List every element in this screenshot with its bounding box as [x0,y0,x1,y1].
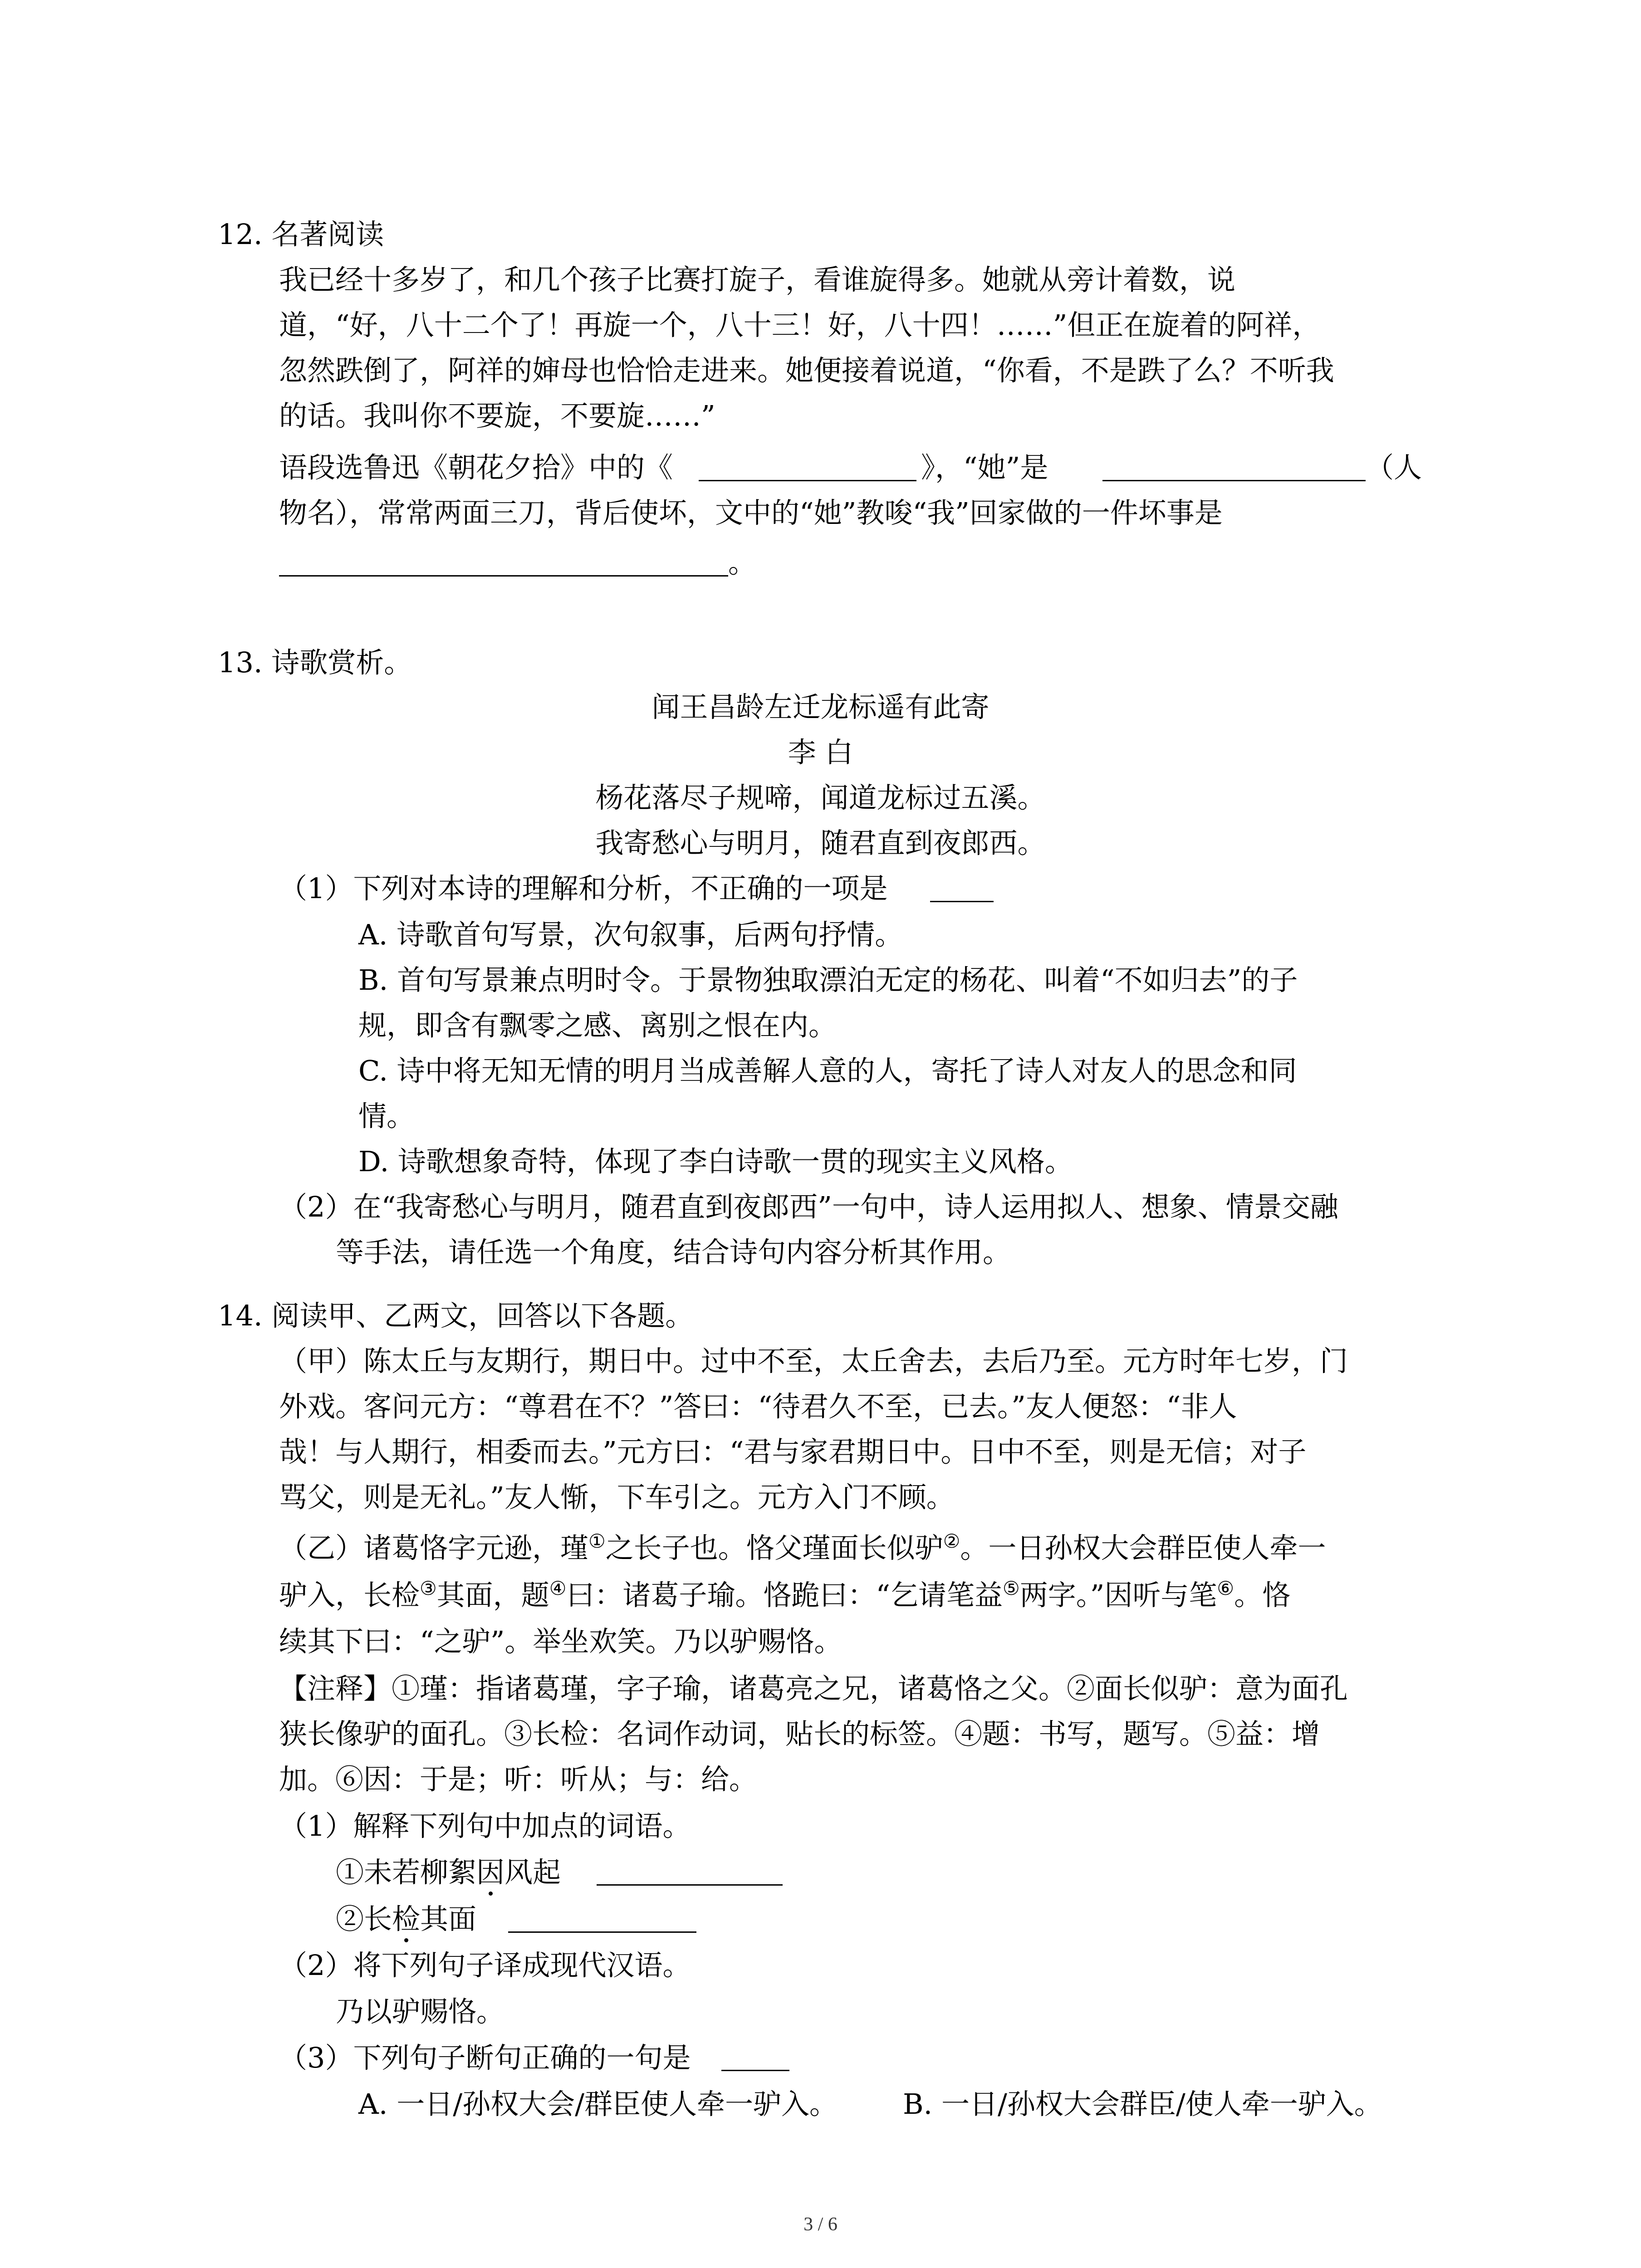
q14-sub2-text: 乃以驴赐恪。 [336,1995,505,2028]
q14-item-1-blank[interactable] [597,1884,783,1886]
q14-jia-line-4: 骂父，则是无礼。”友人惭，下车引之。元方入门不顾。 [279,1481,955,1514]
q13-sub1: （1）下列对本诗的理解和分析，不正确的一项是 [279,872,888,905]
q12-passage-line-3: 忽然跌倒了，阿祥的婶母也恰恰走进来。她便接着说道，“你看，不是跌了么？不听我 [279,354,1334,387]
page-number: 3 / 6 [803,2214,838,2235]
q14-jia-line-3: 哉！与人期行，相委而去。”元方曰：“君与家君期日中。日中不至，则是无信；对子 [279,1435,1307,1468]
q14-item-1: ①未若柳絮因风起 [336,1856,561,1889]
note-marker-6: ⑥ [1217,1577,1234,1599]
poem-title: 闻王昌龄左迁龙标遥有此寄 [652,690,989,723]
q12-blank-person[interactable] [1102,480,1366,481]
q12-passage-line-2: 道，“好，八十二个了！再旋一个，八十三！好，八十四！……”但正在旋着的阿祥， [279,308,1321,342]
note-marker-1: ① [588,1530,606,1552]
q14-sub3: （3）下列句子断句正确的一句是 [279,2041,691,2074]
note-marker-4: ④ [549,1577,567,1599]
q12-blank-deed[interactable] [279,575,728,577]
q13-option-a: A. 诗歌首句写景，次句叙事，后两句抒情。 [358,918,903,951]
q13-option-b-line-2: 规，即含有飘零之感、离别之恨在内。 [358,1009,837,1042]
note-marker-5: ⑤ [1003,1577,1020,1599]
q13-sub2-line-1: （2）在“我寄愁心与明月，随君直到夜郎西”一句中，诗人运用拟人、想象、情景交融 [279,1190,1338,1223]
q12-blank-chapter[interactable] [699,480,916,481]
q13-option-d: D. 诗歌想象奇特，体现了李白诗歌一贯的现实主义风格。 [358,1145,1073,1178]
q14-option-b: B. 一日/孙权大会群臣/使人牵一驴入。 [903,2087,1382,2121]
q14-sub3-blank[interactable] [721,2070,789,2071]
q14-sub1: （1）解释下列句中加点的词语。 [279,1809,691,1843]
q14-item-2-blank[interactable] [508,1931,696,1933]
q13-sub2-line-2: 等手法，请任选一个角度，结合诗句内容分析其作用。 [336,1236,1011,1269]
q14-yi-line-1: （乙）诸葛恪字元逊，瑾①之长子也。恪父瑾面长似驴②。一日孙权大会群臣使人牵一 [279,1530,1326,1564]
q14-option-a: A. 一日/孙权大会/群臣使人牵一驴入。 [358,2087,838,2121]
poem-line-1: 杨花落尽子规啼，闻道龙标过五溪。 [595,781,1046,814]
q13-title: 13. 诗歌赏析。 [218,646,412,679]
q14-notes-line-3: 加。⑥因：于是；听：听从；与：给。 [279,1763,758,1796]
q14-jia-line-2: 外戏。客问元方：“尊君在不？”答曰：“待君久不至，已去。”友人便怒：“非人 [279,1390,1237,1423]
emphasis-dot-char-1: 因 [476,1856,505,1889]
q14-title: 14. 阅读甲、乙两文，回答以下各题。 [218,1299,694,1332]
q12-question-line-2: 物名），常常两面三刀，背后使坏，文中的“她”教唆“我”回家做的一件坏事是 [279,496,1223,529]
q14-jia-line-1: （甲）陈太丘与友期行，期日中。过中不至，太丘舍去，去后乃至。元方时年七岁，门 [279,1344,1348,1378]
q14-sub2: （2）将下列句子译成现代汉语。 [279,1949,691,1982]
q13-sub1-blank[interactable] [930,901,994,902]
q14-yi-line-2: 驴入，长检③其面，题④曰：诸葛子瑜。恪跪曰：“乞请笔益⑤两字。”因听与笔⑥。恪 [279,1577,1291,1612]
note-marker-3: ③ [420,1577,437,1599]
q14-yi-line-3: 续其下曰：“之驴”。举坐欢笑。乃以驴赐恪。 [279,1625,843,1658]
q13-option-c-line-2: 情。 [358,1100,415,1133]
q13-option-b-line-1: B. 首句写景兼点明时令。于景物独取漂泊无定的杨花、叫着“不如归去”的子 [358,963,1298,997]
q12-passage-line-1: 我已经十多岁了，和几个孩子比赛打旋子，看谁旋得多。她就从旁计着数，说 [279,263,1236,296]
q13-option-c-line-1: C. 诗中将无知无情的明月当成善解人意的人，寄托了诗人对友人的思念和同 [358,1054,1297,1087]
q14-item-2: ②长检其面 [336,1902,477,1936]
q12-question-part-3: （人 [1366,451,1422,484]
note-marker-2: ② [943,1530,960,1552]
poem-author: 李 白 [788,736,853,769]
emphasis-dot-char-2: 检 [392,1902,421,1936]
q14-notes-line-2: 狭长像驴的面孔。③长检：名词作动词，贴长的标签。④题：书写，题写。⑤益：增 [279,1717,1320,1750]
q14-notes-line-1: 【注释】①瑾：指诸葛瑾，字子瑜，诸葛亮之兄，诸葛恪之父。②面长似驴：意为面孔 [279,1672,1348,1705]
q12-passage-line-4: 的话。我叫你不要旋，不要旋……” [279,399,715,432]
q12-question-part-2: 》，“她”是 [921,451,1048,484]
poem-line-2: 我寄愁心与明月，随君直到夜郎西。 [595,826,1046,860]
q12-question-part-1: 语段选鲁迅《朝花夕拾》中的《 [279,451,673,484]
q12-question-end: 。 [728,546,757,579]
q12-title: 12. 名著阅读 [218,218,384,251]
